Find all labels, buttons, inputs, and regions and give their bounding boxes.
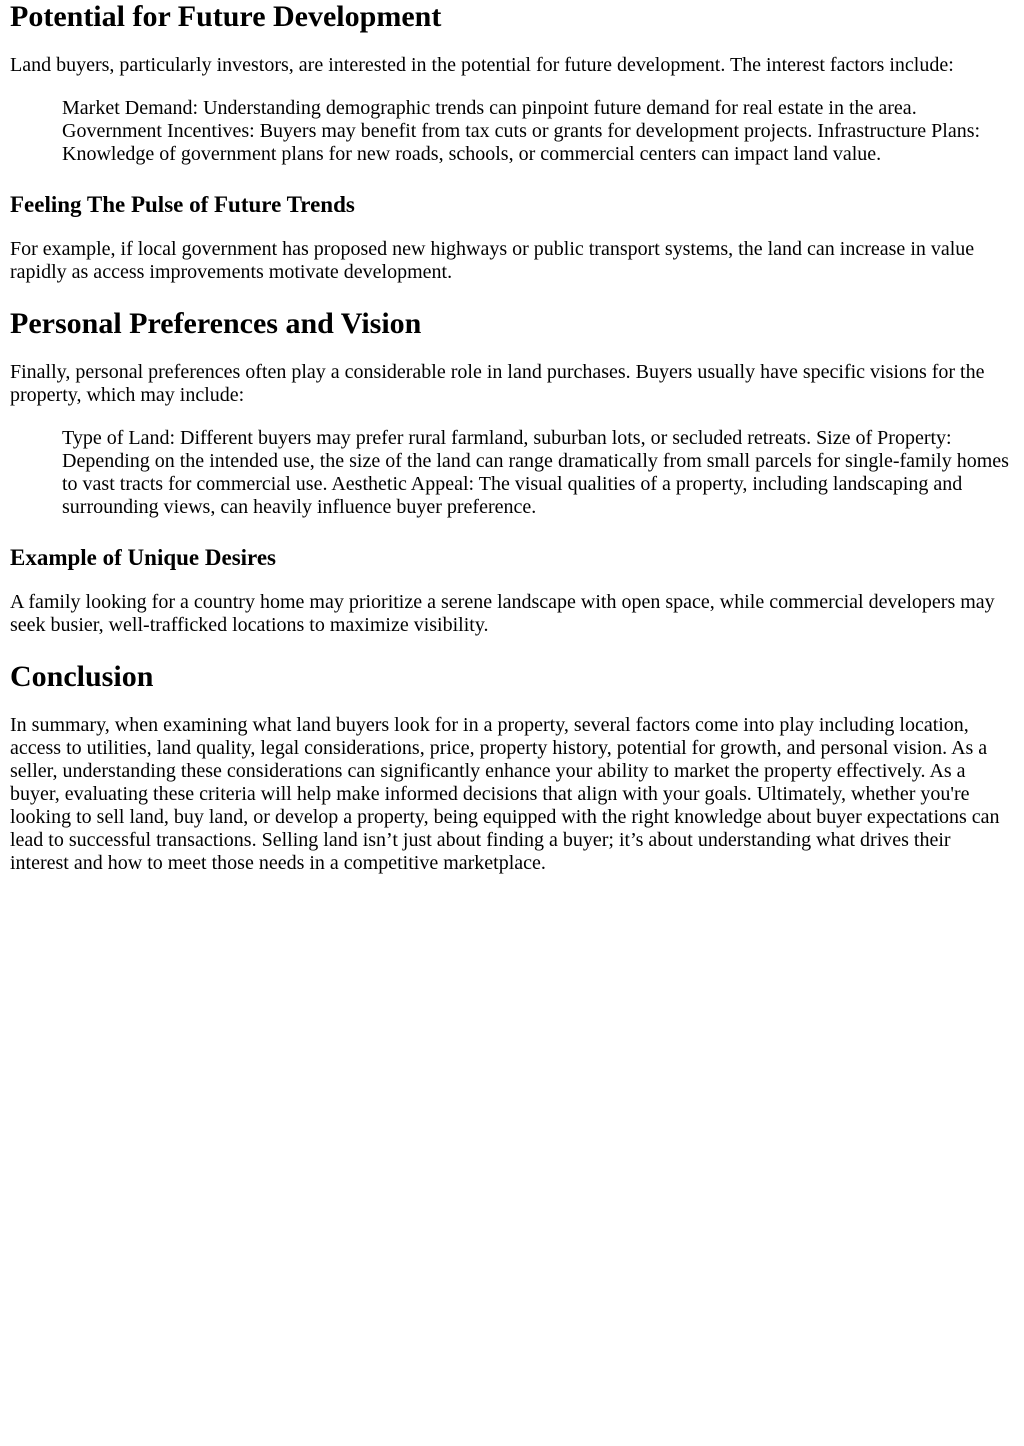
unique-desires-example: A family looking for a country home may prioritize a serene landscape with open space, while commercial developers may seek busier, well-trafficked locations to maximize visibility. xyxy=(10,591,995,636)
personal-preferences-intro: Finally, personal preferences often play a considerable role in land purchases. Buyers usually have specific visions for the property, which may include: xyxy=(10,361,985,406)
subheading-unique-desires: Example of Unique Desires xyxy=(10,545,276,570)
section-heading-personal-preferences: Personal Preferences and Vision xyxy=(10,307,422,340)
conclusion-body: In summary, when examining what land buyers look for in a property, several factors come into play including location, access to utilities, land quality, legal considerations, price, property history, potential for growth, and personal vision. As a seller, understanding these considerations can significantly enhance your ability to market the property effectively. As a buyer, evaluating these criteria will help make informed decisions that align with your goals. Ultimately, whether you're looking to sell land, buy land, or develop a property, being equipped with the right knowledge about buyer expectations can lead to successful transactions. Selling land isn’t just about finding a buyer; it’s about understanding what drives their interest and how to meet those needs in a competitive marketplace. xyxy=(10,714,1000,874)
article xyxy=(10,0,1014,875)
subheading-future-trends: Feeling The Pulse of Future Trends xyxy=(10,192,355,217)
section-heading-conclusion: Conclusion xyxy=(10,660,154,693)
section-heading-future-development: Potential for Future Development xyxy=(10,0,442,33)
personal-preferences-factors: Type of Land: Different buyers may prefer rural farmland, suburban lots, or secluded retreats. Size of Property: Depending on the intended use, the size of the land can range dramatically from small parcels for single-family homes to vast tracts for commercial use. Aesthetic Appeal: The visual qualities of a property, including landscaping and surrounding views, can heavily influence buyer preference. xyxy=(62,427,1009,518)
future-trends-example: For example, if local government has proposed new highways or public transport systems, the land can increase in value rapidly as access improvements motivate development. xyxy=(10,238,975,283)
future-development-intro: Land buyers, particularly investors, are interested in the potential for future development. The interest factors include: xyxy=(10,54,954,76)
future-development-factors: Market Demand: Understanding demographic trends can pinpoint future demand for real estate in the area. Government Incentives: Buyers may benefit from tax cuts or grants for development projects. Infrastructure Plans: Knowledge of government plans for new roads, schools, or commercial centers can impact land value. xyxy=(62,97,981,165)
